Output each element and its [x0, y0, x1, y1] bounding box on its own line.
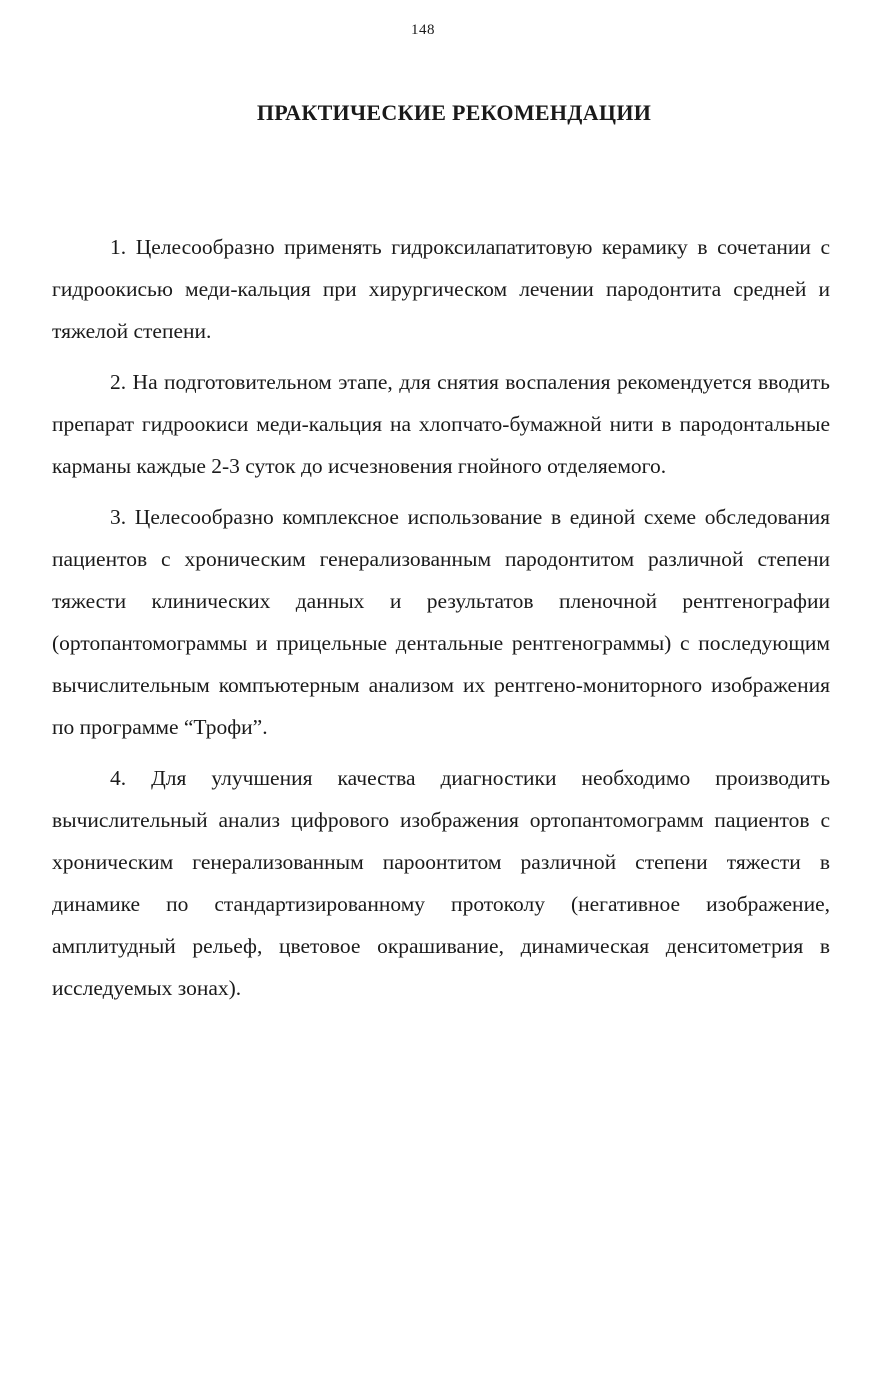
recommendation-3: 3. Целесообразно комплексное использование в единой схеме обследования пациентов с хроническим генерализованным пародонтитом различной степени тяжести клинических данных и результатов пленочной рентгенографии (ортопантомограммы и прицельные дентальные рентгенограммы) с последующим вычислительным компъютерным анализом их рентгено-мониторного изображения по программе “Трофи”.	[52, 505, 830, 739]
recommendations-list	[52, 226, 830, 1018]
recommendation-4: 4. Для улучшения качества диагностики необходимо производить вычислительный анализ цифрового изображения ортопантомограмм пациентов с хроническим генерализованным пароонтитом различной степени тяжести в динамике по стандартизированному протоколу (негативное изображение, амплитудный рельеф, цветовое окрашивание, динамическая денситометрия в исследуемых зонах).	[52, 766, 830, 1000]
page-number: 148	[411, 22, 435, 38]
recommendation-2: 2. На подготовительном этапе, для снятия воспаления рекомендуется вводить препарат гидроокиси меди-кальция на хлопчато-бумажной нити в пародонтальные карманы каждые 2-3 суток до исчезновения гнойного отделяемого.	[52, 370, 830, 478]
page-title: ПРАКТИЧЕСКИЕ РЕКОМЕНДАЦИИ	[256, 100, 652, 125]
recommendation-1: 1. Целесообразно применять гидроксилапатитовую керамику в сочетании с гидроокисью меди-кальция при хирургическом лечении пародонтита средней и тяжелой степени.	[52, 235, 830, 343]
